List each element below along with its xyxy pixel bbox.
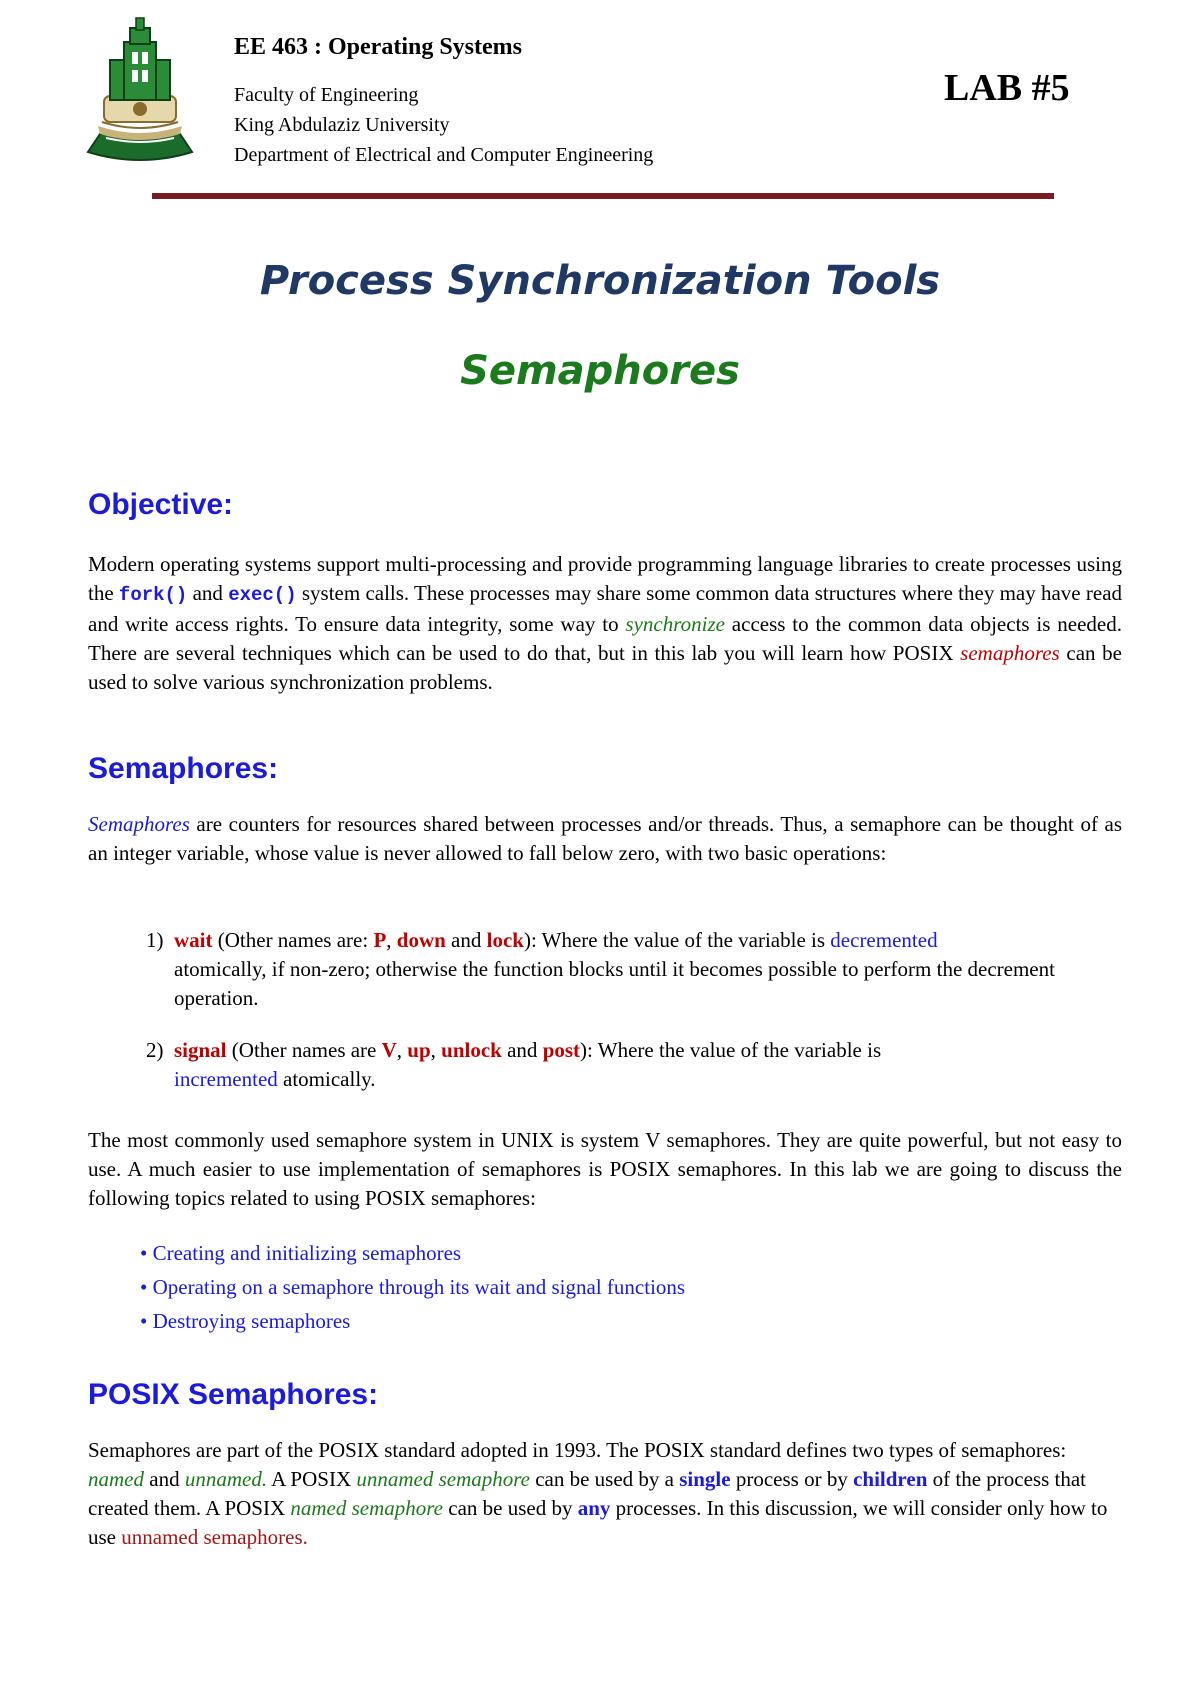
synchronize-term: synchronize bbox=[625, 612, 725, 636]
objective-text-4: access to the common data objects is needed. There are several techniques which can be used to do that, but in this lab you will learn how POSIX bbox=[88, 612, 1122, 665]
alias-name: up bbox=[407, 1038, 431, 1062]
posix-intro-paragraph: The most commonly used semaphore system in UNIX is system V semaphores. They are quite powerful, but not easy to use. A much easier to use implementation of semaphores is POSIX semaphores. In this lab we are going to discuss the following topics related to using POSIX semaphores: bbox=[88, 1128, 1122, 1210]
operation-keyword: incremented bbox=[174, 1067, 278, 1091]
operation-item bbox=[146, 1036, 1106, 1094]
posix-text: process or by bbox=[730, 1467, 854, 1491]
operation-text: atomically. bbox=[277, 1067, 376, 1091]
unnamed-semaphores-term: unnamed semaphores. bbox=[121, 1525, 308, 1549]
course-title: EE 463 : Operating Systems bbox=[234, 34, 522, 60]
king-abdulaziz-university-logo-icon bbox=[84, 14, 196, 166]
named-semaphore-term: named semaphore bbox=[290, 1496, 443, 1520]
list-item-text: Creating and initializing semaphores bbox=[152, 1241, 462, 1265]
semaphores-heading: Semaphores: bbox=[88, 752, 279, 785]
operation-keyword: decremented bbox=[830, 928, 938, 952]
page-title: Process Synchronization Tools bbox=[259, 258, 941, 304]
operation-name: signal bbox=[174, 1038, 227, 1062]
posix-text: can be used by bbox=[443, 1496, 578, 1520]
bullet-icon: • bbox=[140, 1241, 148, 1265]
posix-text: and bbox=[144, 1467, 185, 1491]
semaphores-lead-term: Semaphores bbox=[88, 812, 190, 836]
objective-text-1: Modern operating systems support multi-processing and provide programming language libraries to create processes using the bbox=[88, 552, 1122, 605]
posix-text: processes. In this discussion, we will consider only how to use bbox=[88, 1496, 1108, 1549]
single-term: single bbox=[679, 1467, 731, 1491]
operation-text: (Other names are bbox=[226, 1038, 382, 1062]
alias-name: lock bbox=[486, 928, 524, 952]
objective-heading: Objective: bbox=[88, 488, 234, 521]
operation-name: wait bbox=[174, 928, 213, 952]
operation-item bbox=[146, 926, 1106, 1013]
operation-continuation: atomically, if non-zero; otherwise the function blocks until it becomes possible to perform the decrement operation. bbox=[174, 957, 1055, 1010]
unnamed-term: unnamed. bbox=[184, 1467, 268, 1491]
list-item bbox=[140, 1236, 685, 1270]
operation-text: ): Where the value of the variable is bbox=[580, 1038, 882, 1062]
operation-text: and bbox=[445, 928, 487, 952]
page-subtitle: Semaphores bbox=[460, 348, 740, 394]
posix-text: of the process that created them. A POSIX bbox=[88, 1467, 1086, 1520]
alias-name: unlock bbox=[441, 1038, 502, 1062]
department-name: Department of Electrical and Computer Engineering bbox=[234, 144, 654, 166]
list-item bbox=[140, 1304, 685, 1338]
list-item-text: Destroying semaphores bbox=[152, 1309, 351, 1333]
semaphores-term: semaphores bbox=[960, 641, 1060, 665]
objective-text-5: can be used to solve various synchronization problems. bbox=[88, 641, 1122, 694]
operation-text: and bbox=[501, 1038, 543, 1062]
operation-text: (Other names are: bbox=[212, 928, 374, 952]
children-term: children bbox=[853, 1467, 928, 1491]
operation-number: 1) bbox=[146, 928, 164, 952]
bullet-icon: • bbox=[140, 1309, 148, 1333]
alias-name: V bbox=[381, 1038, 397, 1062]
any-term: any bbox=[577, 1496, 611, 1520]
header-divider bbox=[152, 193, 1054, 199]
faculty-name: Faculty of Engineering bbox=[234, 84, 419, 106]
list-item bbox=[140, 1270, 685, 1304]
operation-text: , bbox=[386, 928, 397, 952]
posix-paragraph bbox=[88, 1436, 1122, 1552]
posix-text: can be used by a bbox=[529, 1467, 680, 1491]
university-name: King Abdulaziz University bbox=[234, 114, 450, 136]
posix-heading: POSIX Semaphores: bbox=[88, 1378, 379, 1411]
list-item-text: Operating on a semaphore through its wait and signal functions bbox=[152, 1275, 686, 1299]
posix-text: A POSIX bbox=[267, 1467, 357, 1491]
operation-text: , bbox=[430, 1038, 442, 1062]
exec-code: exec() bbox=[228, 584, 297, 606]
operation-number: 2) bbox=[146, 1038, 164, 1062]
alias-name: down bbox=[396, 928, 446, 952]
operation-text: ): Where the value of the variable is bbox=[523, 928, 831, 952]
objective-text-3: system calls. These processes may share some common data structures where they may have read and write access rights. To ensure data integrity, some way to bbox=[88, 581, 1123, 636]
alias-name: post bbox=[542, 1038, 581, 1062]
named-term: named bbox=[88, 1467, 144, 1491]
bullet-icon: • bbox=[140, 1275, 148, 1299]
objective-paragraph bbox=[88, 550, 1122, 697]
topics-list bbox=[140, 1236, 685, 1338]
objective-text-2: and bbox=[187, 581, 229, 605]
unnamed-semaphore-term: unnamed semaphore bbox=[356, 1467, 530, 1491]
alias-name: P bbox=[373, 928, 387, 952]
semaphores-text: are counters for resources shared between processes and/or threads. Thus, a semaphore can be thought of as an integer variable, whose value is never allowed to fall below zero, with two basic operations: bbox=[88, 812, 1122, 865]
operation-continuation bbox=[146, 1065, 1106, 1094]
lab-number: LAB #5 bbox=[944, 67, 1070, 109]
operation-text: , bbox=[396, 1038, 408, 1062]
posix-text: Semaphores are part of the POSIX standard adopted in 1993. The POSIX standard defines two types of semaphores: bbox=[88, 1438, 1067, 1462]
semaphores-paragraph bbox=[88, 810, 1122, 868]
fork-code: fork() bbox=[118, 584, 188, 606]
